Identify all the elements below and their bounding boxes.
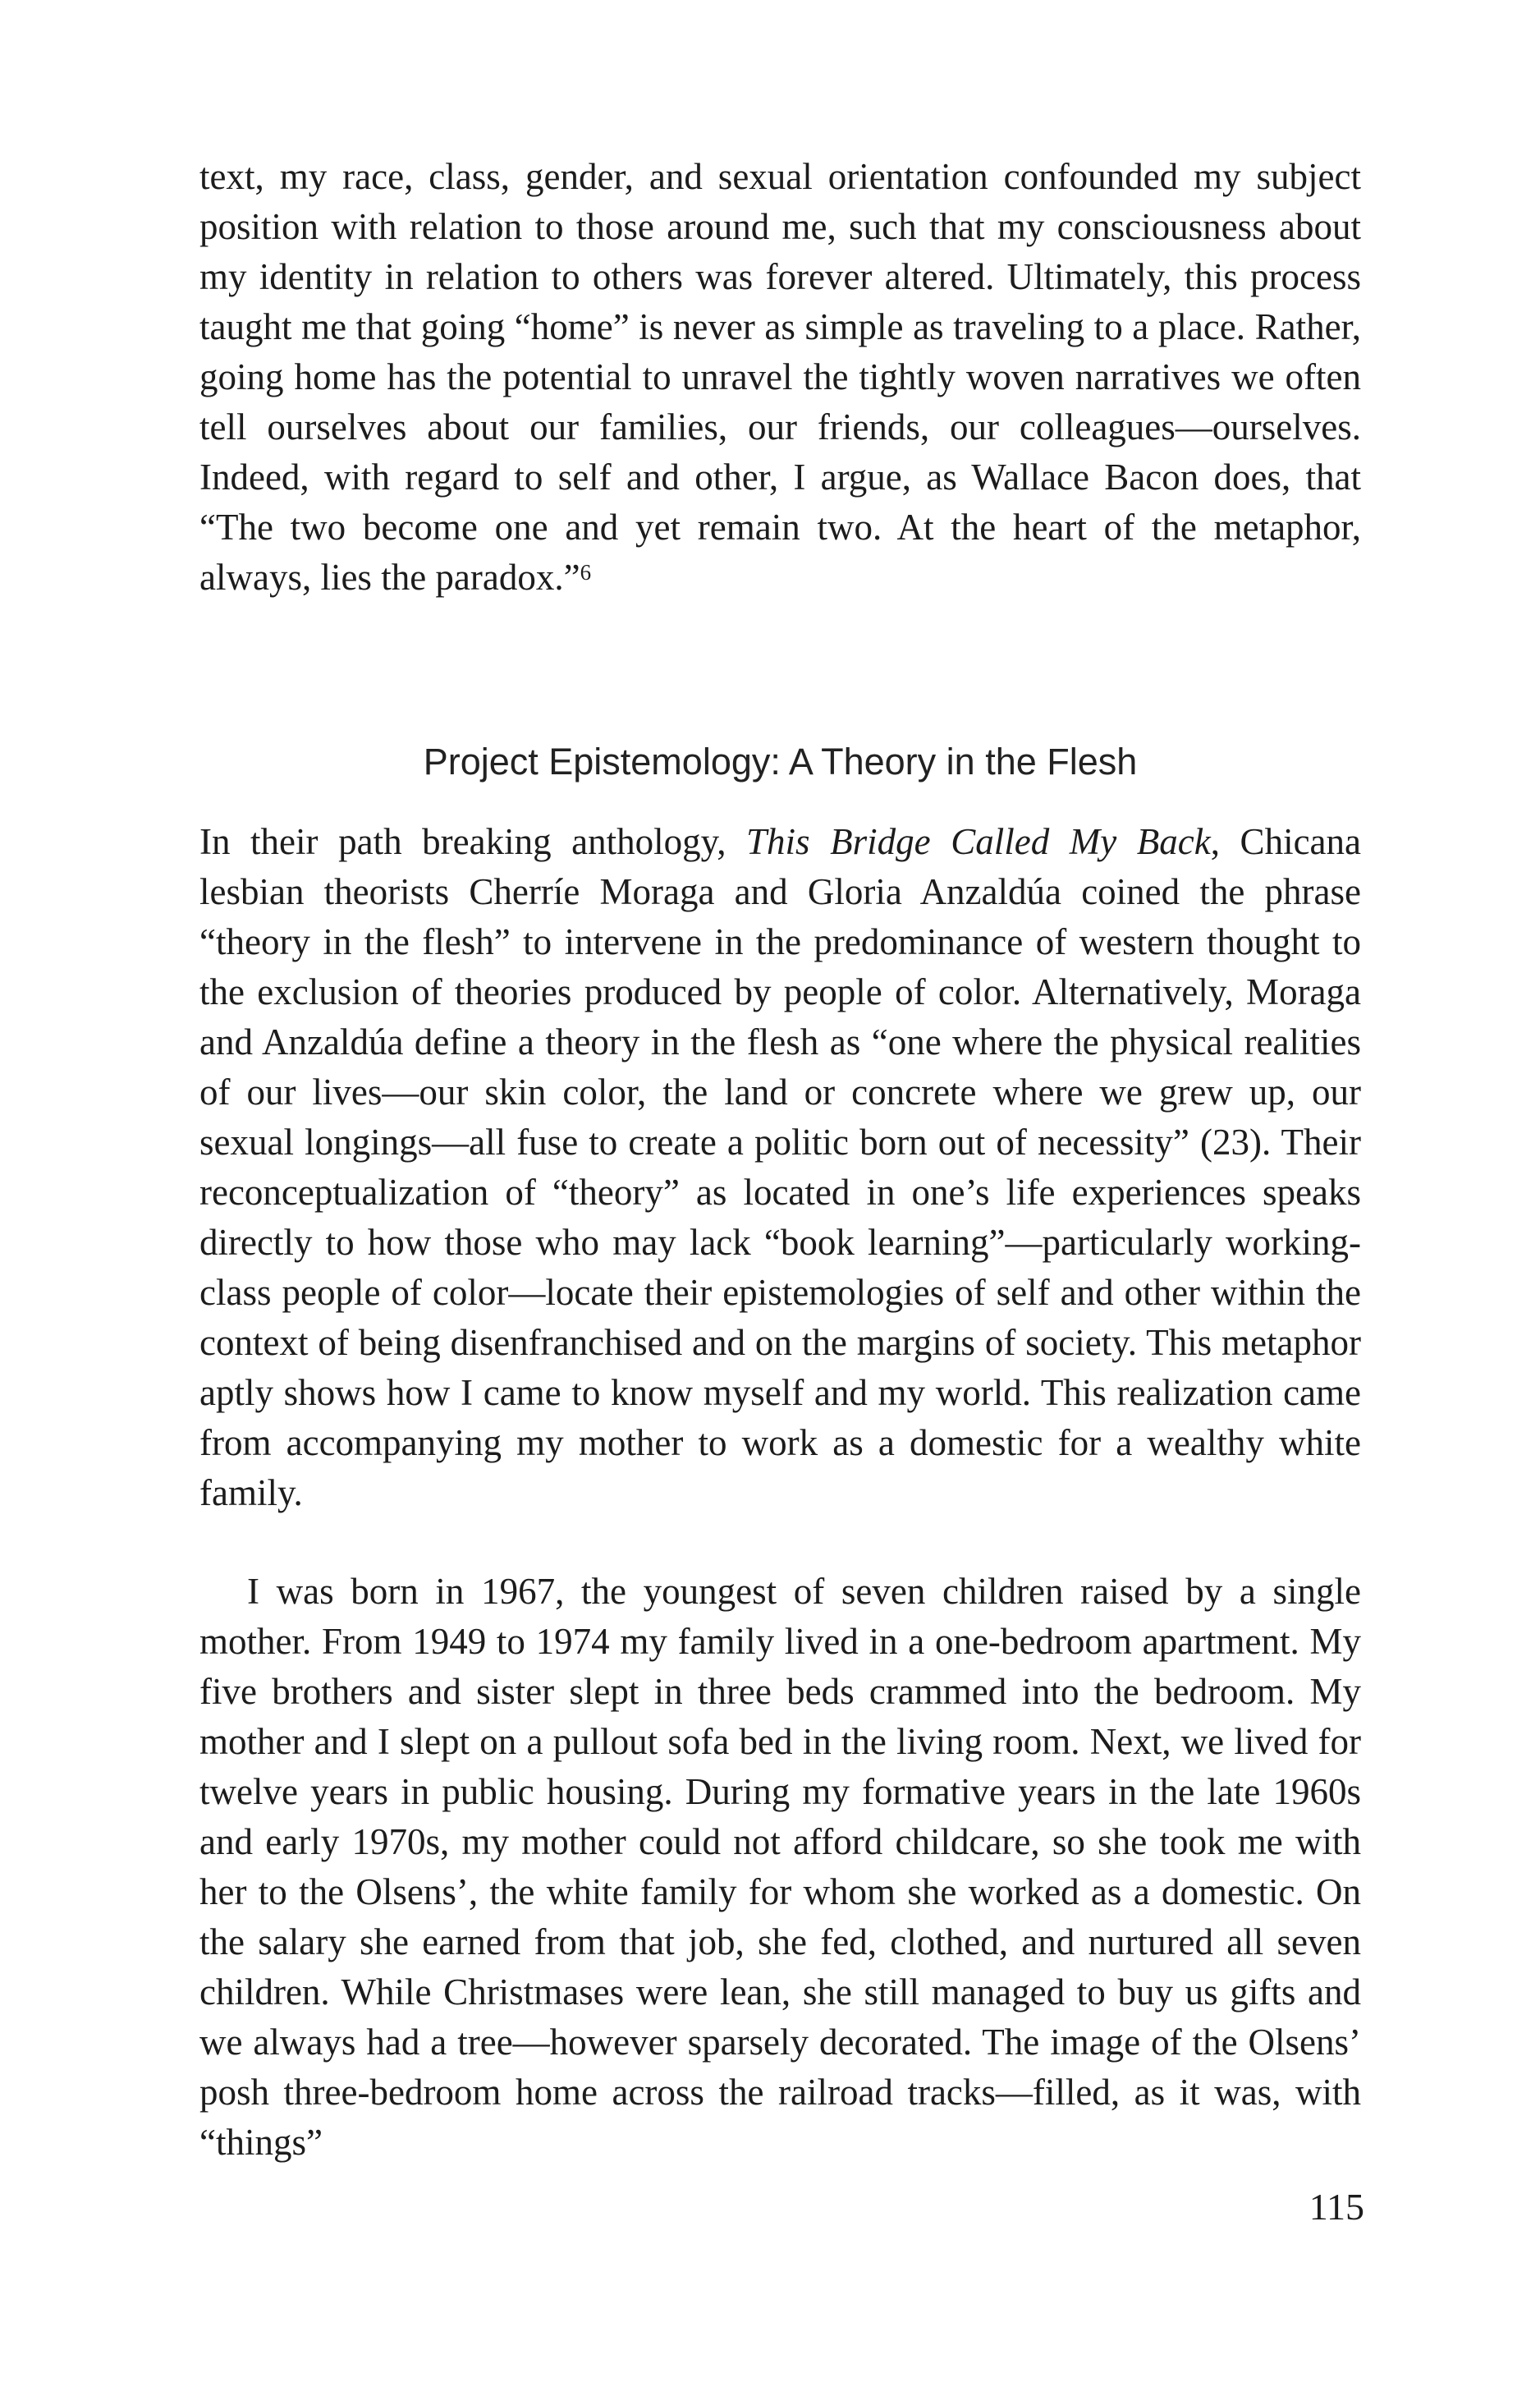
paragraph-text: , Chicana lesbian theorists Cherríe Moraga and Gloria Anzaldúa coined the phrase “theory in the flesh” to intervene in the predominance of western thought to the exclusion of theories produced by people of color. Alternatively, Moraga and Anzaldúa define a theory in the flesh as “one where the physical realities of our lives—our skin color, the land or concrete where we grew up, our sexual longings—all fuse to create a politic born out of necessity” (23). Their reconceptualization of “theory” as located in one’s life experiences speaks directly to how those who may lack “book learning”—particularly working-class people of color—locate their epistemologies of self and other within the context of being disenfranchised and on the margins of society. This metaphor aptly shows how I came to know myself and my world. This realization came from accompanying my mother to work as a domestic for a wealthy white family. bbox=[199, 821, 1361, 1513]
opening-paragraph bbox=[199, 152, 1361, 603]
body-paragraph bbox=[199, 1567, 1361, 2168]
body-paragraph bbox=[199, 817, 1361, 1518]
paragraph-text: In their path breaking anthology, bbox=[199, 821, 747, 862]
paragraph-text: I was born in 1967, the youngest of seven children raised by a single mother. From 1949 to 1974 my family lived in a one-bedroom apartment. My five brothers and sister slept in three beds crammed into the bedroom. My mother and I slept on a pullout sofa bed in the living room. Next, we lived for twelve years in public housing. During my formative years in the late 1960s and early 1970s, my mother could not afford childcare, so she took me with her to the Olsens’, the white family for whom she worked as a domestic. On the salary she earned from that job, she fed, clothed, and nurtured all seven children. While Christmases were lean, she still managed to buy us gifts and we always had a tree—however sparsely decorated. The image of the Olsens’ posh three-bedroom home across the railroad tracks—filled, as it was, with “things” bbox=[199, 1571, 1361, 2163]
footnote-marker: 6 bbox=[580, 560, 592, 585]
page-number: 115 bbox=[1309, 2186, 1364, 2228]
opening-paragraph-text: text, my race, class, gender, and sexual orientation confounded my subject position with relation to those around me, such that my consciousness about my identity in relation to others was forever altered. Ultimately, this process taught me that going “home” is never as simple as traveling to a place. Rather, going home has the potential to unravel the tightly woven narratives we often tell ourselves about our families, our friends, our colleagues—ourselves. Indeed, with regard to self and other, I argue, as Wallace Bacon does, that “The two become one and yet remain two. At the heart of the metaphor, always, lies the paradox.” bbox=[199, 156, 1361, 598]
section-heading: Project Epistemology: A Theory in the Flesh bbox=[423, 741, 1138, 783]
book-title: This Bridge Called My Back bbox=[746, 821, 1211, 862]
